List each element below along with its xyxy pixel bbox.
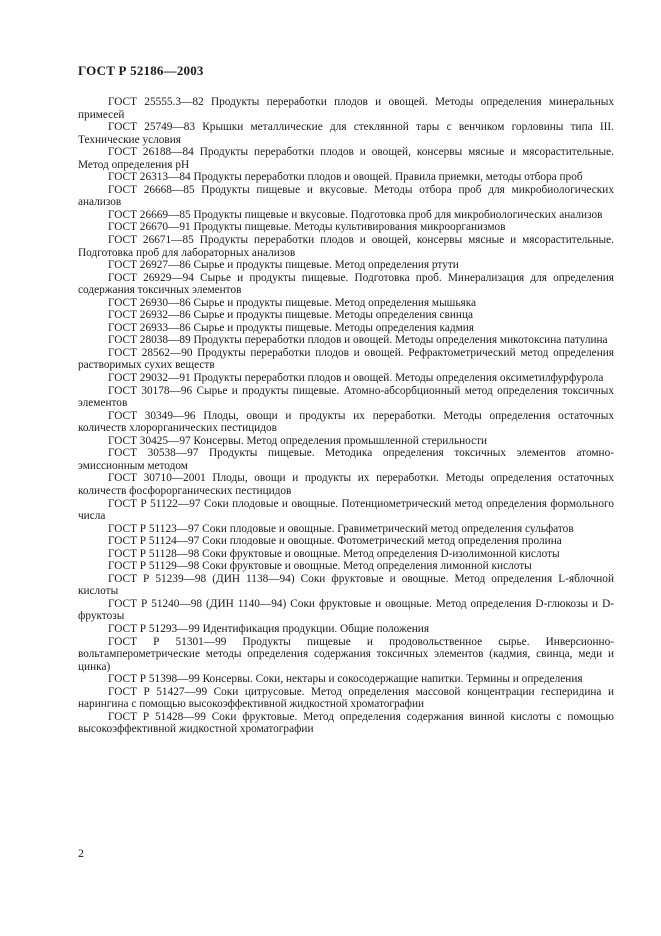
reference-entry: ГОСТ Р 51427—99 Соки цитрусовые. Метод определения массовой концентрации гесперидина и нарингина с помощью высокоэффективной жидкостной хроматографии <box>78 685 614 711</box>
page-number: 2 <box>78 846 84 860</box>
reference-entry: ГОСТ 26932—86 Сырье и продукты пищевые. Методы определения свинца <box>108 309 474 322</box>
reference-entry: ГОСТ Р 51293—99 Идентификация продукции. Общие положения <box>108 622 430 635</box>
reference-entry: ГОСТ Р 51129—98 Соки фруктовые и овощные. Метод определения лимонной кислоты <box>108 560 532 573</box>
reference-entry: ГОСТ 30710—2001 Плоды, овощи и продукты их переработки. Методы определения остаточных количеств фосфорорганических пестицидов <box>78 472 614 497</box>
reference-entry: ГОСТ 30349—96 Плоды, овощи и продукты их переработки. Методы определения остаточных количеств хлорорганических пестицидов <box>78 409 614 435</box>
reference-entry: ГОСТ Р 51123—97 Соки плодовые и овощные. Гравиметрический метод определения сульфатов <box>108 522 574 535</box>
document-header: ГОСТ Р 52186—2003 <box>78 63 204 78</box>
reference-entry: ГОСТ 25555.3—82 Продукты переработки плодов и овощей. Методы определения минеральных примесей <box>78 96 614 121</box>
reference-entry: ГОСТ 26933—86 Сырье и продукты пищевые. Методы определения кадмия <box>108 321 474 334</box>
reference-entry: ГОСТ Р 51301—99 Продукты пищевые и продовольственное сырье. Инверсионно-вольтамперометрические методы определения содержания токсичных элементов (кадмия, свинца, меди и цинка) <box>78 635 614 673</box>
reference-entry: ГОСТ 26927—86 Сырье и продукты пищевые. Метод определения ртути <box>108 259 459 272</box>
reference-entry: ГОСТ 28562—90 Продукты переработки плодов и овощей. Рефрактометрический метод определения растворимых сухих веществ <box>78 346 614 372</box>
reference-entry: ГОСТ 25749—83 Крышки металлические для стеклянной тары с венчиком горловины типа III. Технические условия <box>78 121 614 146</box>
reference-entry: ГОСТ 30538—97 Продукты пищевые. Методика определения токсичных элементов атомно-эмиссионным методом <box>78 447 614 472</box>
reference-entry: ГОСТ Р 51239—98 (ДИН 1138—94) Соки фруктовые и овощные. Метод определения L-яблочной кислоты <box>78 572 614 598</box>
reference-entry: ГОСТ 26670—91 Продукты пищевые. Методы культивирования микроорганизмов <box>108 221 506 234</box>
reference-entry: ГОСТ 29032—91 Продукты переработки плодов и овощей. Методы определения оксиметилфурфурола <box>108 372 604 385</box>
reference-entry: ГОСТ 26930—86 Сырье и продукты пищевые. Метод определения мышьяка <box>108 296 477 309</box>
normative-references-list <box>78 96 614 736</box>
reference-entry: ГОСТ Р 51398—99 Консервы. Соки, нектары и сокосодержащие напитки. Термины и определения <box>108 673 583 686</box>
reference-entry: ГОСТ Р 51128—98 Соки фруктовые и овощные. Метод определения D-изолимонной кислоты <box>108 547 560 560</box>
reference-entry: ГОСТ Р 51240—98 (ДИН 1140—94) Соки фруктовые и овощные. Метод определения D-глюкозы и D-фруктозы <box>78 597 614 623</box>
reference-entry: ГОСТ 26669—85 Продукты пищевые и вкусовые. Подготовка проб для микробиологических анализов <box>108 208 603 221</box>
reference-entry: ГОСТ 30178—96 Сырье и продукты пищевые. Атомно-абсорбционный метод определения токсичных элементов <box>78 384 614 410</box>
reference-entry: ГОСТ 30425—97 Консервы. Метод определения промышленной стерильности <box>108 434 488 447</box>
reference-entry: ГОСТ 26668—85 Продукты пищевые и вкусовые. Методы отбора проб для микробиологических анализов <box>78 183 614 209</box>
reference-entry: ГОСТ Р 51428—99 Соки фруктовые. Метод определения содержания винной кислоты с помощью высокоэффективной жидкостной хроматографии <box>78 710 614 736</box>
reference-entry: ГОСТ Р 51122—97 Соки плодовые и овощные. Потенциометрический метод определения формольного числа <box>78 497 614 523</box>
reference-entry: ГОСТ Р 51124—97 Соки плодовые и овощные. Фотометрический метод определения пролина <box>108 535 562 548</box>
reference-entry: ГОСТ 26671—85 Продукты переработки плодов и овощей, консервы мясные и мясорастительные. Подготовка проб для лабораторных анализов <box>78 234 614 259</box>
reference-entry: ГОСТ 28038—89 Продукты переработки плодов и овощей. Методы определения микотоксина патулина <box>108 334 608 347</box>
reference-entry: ГОСТ 26188—84 Продукты переработки плодов и овощей, консервы мясные и мясорастительные. Метод определения рН <box>78 146 614 171</box>
reference-entry: ГОСТ 26929—94 Сырье и продукты пищевые. Подготовка проб. Минерализация для определения содержания токсичных элементов <box>78 271 614 297</box>
reference-entry: ГОСТ 26313—84 Продукты переработки плодов и овощей. Правила приемки, методы отбора проб <box>108 171 583 184</box>
